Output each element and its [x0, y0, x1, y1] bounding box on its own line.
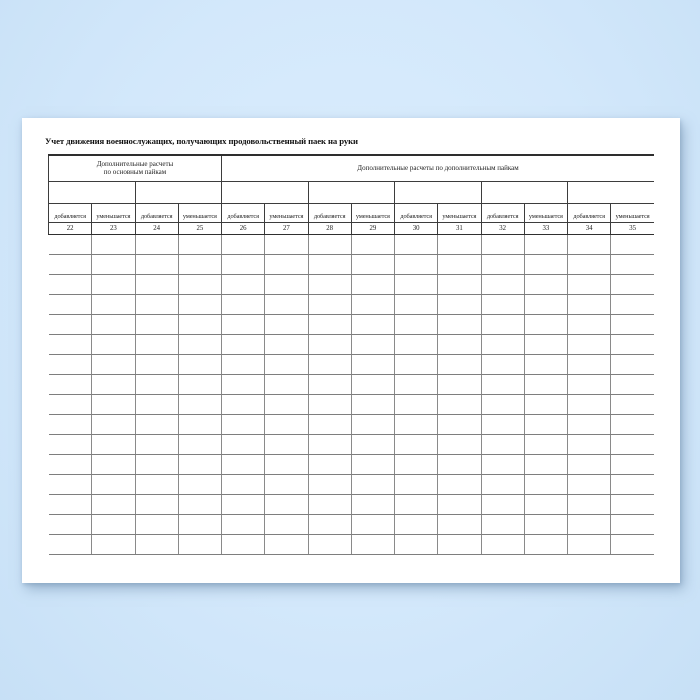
body-cell	[351, 414, 394, 434]
table-row	[49, 274, 655, 294]
column-number-cell: 30	[395, 222, 438, 234]
body-cell	[438, 394, 481, 414]
body-cell	[308, 494, 351, 514]
body-cell	[351, 374, 394, 394]
body-cell	[524, 254, 567, 274]
group-header-additional-rations	[222, 155, 655, 181]
body-cell	[524, 374, 567, 394]
body-cell	[135, 494, 178, 514]
body-cell	[395, 454, 438, 474]
body-cell	[92, 254, 135, 274]
body-cell	[611, 314, 654, 334]
body-cell	[178, 434, 221, 454]
body-cell	[524, 474, 567, 494]
body-cell	[395, 334, 438, 354]
body-cell	[351, 254, 394, 274]
body-cell	[49, 314, 92, 334]
body-cell	[178, 514, 221, 534]
table-row	[49, 254, 655, 274]
body-cell	[611, 514, 654, 534]
body-cell	[49, 434, 92, 454]
body-cell	[92, 414, 135, 434]
body-cell	[395, 394, 438, 414]
body-cell	[611, 454, 654, 474]
ration-type-cell	[222, 181, 309, 203]
body-cell	[49, 414, 92, 434]
column-label-cell: уменьшается	[611, 203, 654, 222]
body-cell	[481, 534, 524, 554]
body-cell	[178, 354, 221, 374]
body-cell	[135, 454, 178, 474]
body-cell	[568, 534, 611, 554]
body-cell	[438, 274, 481, 294]
body-cell	[481, 374, 524, 394]
body-cell	[524, 314, 567, 334]
body-cell	[49, 514, 92, 534]
body-cell	[524, 394, 567, 414]
body-cell	[395, 474, 438, 494]
body-cell	[135, 254, 178, 274]
column-number-cell: 35	[611, 222, 654, 234]
body-cell	[395, 534, 438, 554]
body-cell	[524, 234, 567, 254]
body-cell	[265, 274, 308, 294]
body-cell	[178, 274, 221, 294]
body-cell	[524, 294, 567, 314]
column-label-cell: уменьшается	[92, 203, 135, 222]
body-cell	[92, 454, 135, 474]
body-cell	[611, 414, 654, 434]
table-row	[49, 294, 655, 314]
body-cell	[611, 294, 654, 314]
body-cell	[395, 314, 438, 334]
body-cell	[481, 414, 524, 434]
body-cell	[135, 274, 178, 294]
body-cell	[351, 494, 394, 514]
body-cell	[524, 514, 567, 534]
body-cell	[308, 314, 351, 334]
body-cell	[92, 234, 135, 254]
table-row	[49, 334, 655, 354]
body-cell	[49, 334, 92, 354]
group-header-line: Дополнительные расчеты по дополнительным пайкам	[357, 163, 519, 172]
ration-type-cell	[395, 181, 482, 203]
body-cell	[568, 514, 611, 534]
body-cell	[351, 454, 394, 474]
body-cell	[395, 254, 438, 274]
body-cell	[49, 294, 92, 314]
body-cell	[178, 374, 221, 394]
body-cell	[178, 454, 221, 474]
body-cell	[265, 434, 308, 454]
column-label-cell: добавляется	[135, 203, 178, 222]
body-cell	[438, 254, 481, 274]
body-cell	[135, 294, 178, 314]
body-cell	[351, 274, 394, 294]
body-cell	[438, 314, 481, 334]
body-cell	[438, 474, 481, 494]
column-label-cell: уменьшается	[351, 203, 394, 222]
body-cell	[135, 514, 178, 534]
document-sheet	[22, 118, 680, 583]
body-cell	[222, 454, 265, 474]
body-cell	[135, 414, 178, 434]
body-cell	[222, 374, 265, 394]
column-number-cell: 29	[351, 222, 394, 234]
body-cell	[265, 454, 308, 474]
body-cell	[178, 534, 221, 554]
body-cell	[524, 534, 567, 554]
body-cell	[222, 514, 265, 534]
body-cell	[265, 474, 308, 494]
body-cell	[351, 474, 394, 494]
body-cell	[524, 354, 567, 374]
body-cell	[395, 434, 438, 454]
column-number-cell: 28	[308, 222, 351, 234]
body-cell	[481, 454, 524, 474]
body-cell	[135, 314, 178, 334]
body-cell	[568, 354, 611, 374]
column-number-cell: 25	[178, 222, 221, 234]
body-cell	[395, 374, 438, 394]
body-cell	[135, 534, 178, 554]
body-cell	[92, 434, 135, 454]
column-number-cell: 27	[265, 222, 308, 234]
body-cell	[395, 354, 438, 374]
body-cell	[222, 394, 265, 414]
body-cell	[308, 474, 351, 494]
body-cell	[568, 234, 611, 254]
body-cell	[92, 334, 135, 354]
body-cell	[92, 514, 135, 534]
body-cell	[481, 494, 524, 514]
body-cell	[308, 334, 351, 354]
column-number-cell: 32	[481, 222, 524, 234]
body-cell	[568, 434, 611, 454]
body-cell	[481, 334, 524, 354]
body-cell	[222, 354, 265, 374]
ledger-table	[48, 154, 654, 555]
body-cell	[49, 534, 92, 554]
body-cell	[222, 334, 265, 354]
body-cell	[308, 414, 351, 434]
column-number-cell: 33	[524, 222, 567, 234]
body-cell	[135, 474, 178, 494]
table-row	[49, 394, 655, 414]
body-cell	[308, 274, 351, 294]
body-cell	[395, 414, 438, 434]
group-header-row	[49, 155, 655, 181]
body-cell	[92, 374, 135, 394]
body-cell	[438, 514, 481, 534]
body-cell	[178, 254, 221, 274]
column-labels-row	[49, 203, 655, 222]
body-cell	[611, 494, 654, 514]
body-cell	[395, 494, 438, 514]
body-cell	[481, 434, 524, 454]
table-row	[49, 314, 655, 334]
body-cell	[222, 414, 265, 434]
ration-type-row	[49, 181, 655, 203]
column-number-cell: 26	[222, 222, 265, 234]
body-cell	[308, 514, 351, 534]
body-cell	[438, 434, 481, 454]
table-row	[49, 474, 655, 494]
table-row	[49, 374, 655, 394]
body-cell	[92, 474, 135, 494]
table-row	[49, 534, 655, 554]
body-cell	[524, 274, 567, 294]
body-cell	[222, 254, 265, 274]
body-cell	[481, 394, 524, 414]
body-cell	[395, 294, 438, 314]
body-cell	[308, 374, 351, 394]
body-cell	[611, 474, 654, 494]
body-cell	[178, 314, 221, 334]
body-cell	[611, 534, 654, 554]
body-cell	[135, 334, 178, 354]
body-cell	[222, 494, 265, 514]
body-cell	[49, 494, 92, 514]
body-cell	[395, 234, 438, 254]
table-row	[49, 414, 655, 434]
body-cell	[308, 294, 351, 314]
body-cell	[49, 234, 92, 254]
body-cell	[222, 314, 265, 334]
body-cell	[265, 234, 308, 254]
column-number-cell: 22	[49, 222, 92, 234]
body-cell	[481, 234, 524, 254]
body-cell	[524, 494, 567, 514]
body-cell	[265, 354, 308, 374]
body-cell	[265, 334, 308, 354]
body-cell	[135, 234, 178, 254]
body-cell	[438, 354, 481, 374]
ration-type-cell	[135, 181, 222, 203]
column-label-cell: добавляется	[395, 203, 438, 222]
body-cell	[265, 494, 308, 514]
body-cell	[178, 414, 221, 434]
body-cell	[222, 534, 265, 554]
body-cell	[524, 434, 567, 454]
body-cell	[178, 474, 221, 494]
body-cell	[524, 334, 567, 354]
table-row	[49, 494, 655, 514]
body-cell	[524, 414, 567, 434]
ration-type-cell	[308, 181, 395, 203]
body-cell	[438, 334, 481, 354]
body-cell	[438, 234, 481, 254]
body-cell	[611, 374, 654, 394]
body-cell	[92, 394, 135, 414]
body-cell	[222, 474, 265, 494]
body-cell	[308, 234, 351, 254]
body-cell	[92, 274, 135, 294]
body-cell	[568, 334, 611, 354]
body-cell	[395, 514, 438, 534]
body-cell	[265, 314, 308, 334]
body-cell	[178, 494, 221, 514]
table-row	[49, 234, 655, 254]
body-cell	[308, 434, 351, 454]
column-label-cell: уменьшается	[265, 203, 308, 222]
table-row	[49, 354, 655, 374]
body-cell	[351, 354, 394, 374]
body-cell	[178, 334, 221, 354]
body-cell	[568, 254, 611, 274]
body-cell	[92, 314, 135, 334]
body-cell	[308, 354, 351, 374]
body-cell	[135, 434, 178, 454]
column-number-cell: 31	[438, 222, 481, 234]
body-cell	[611, 394, 654, 414]
table-row	[49, 514, 655, 534]
body-cell	[222, 294, 265, 314]
body-cell	[265, 414, 308, 434]
body-cell	[351, 314, 394, 334]
column-label-cell: добавляется	[568, 203, 611, 222]
column-label-cell: уменьшается	[524, 203, 567, 222]
column-label-cell: добавляется	[308, 203, 351, 222]
body-cell	[308, 454, 351, 474]
body-cell	[92, 534, 135, 554]
body-cell	[438, 414, 481, 434]
column-number-cell: 34	[568, 222, 611, 234]
group-header-main-rations	[49, 155, 222, 181]
column-label-cell: добавляется	[222, 203, 265, 222]
group-header-line: по основным пайкам	[103, 168, 167, 177]
body-cell	[135, 354, 178, 374]
table-row	[49, 434, 655, 454]
body-cell	[222, 234, 265, 254]
body-cell	[568, 274, 611, 294]
body-cell	[308, 534, 351, 554]
body-cell	[308, 394, 351, 414]
body-cell	[568, 414, 611, 434]
body-cell	[438, 374, 481, 394]
body-cell	[308, 254, 351, 274]
body-cell	[265, 254, 308, 274]
body-cell	[351, 294, 394, 314]
body-cell	[481, 274, 524, 294]
body-cell	[611, 434, 654, 454]
body-cell	[265, 534, 308, 554]
body-cell	[481, 314, 524, 334]
body-cell	[265, 394, 308, 414]
body-cell	[92, 354, 135, 374]
body-cell	[351, 334, 394, 354]
page-title: Учет движения военнослужащих, получающих продовольственный паек на руки	[45, 136, 358, 146]
ration-type-cell	[568, 181, 655, 203]
body-cell	[611, 334, 654, 354]
body-cell	[568, 314, 611, 334]
body-cell	[568, 374, 611, 394]
body-cell	[135, 394, 178, 414]
body-cell	[524, 454, 567, 474]
body-cell	[351, 234, 394, 254]
column-number-cell: 24	[135, 222, 178, 234]
body-cell	[222, 274, 265, 294]
body-cell	[265, 294, 308, 314]
body-cell	[438, 494, 481, 514]
body-cell	[351, 534, 394, 554]
body-cell	[611, 234, 654, 254]
body-cell	[49, 254, 92, 274]
body-cell	[568, 294, 611, 314]
body-cell	[92, 494, 135, 514]
body-cell	[351, 394, 394, 414]
group-header-line: Дополнительные расчеты	[96, 159, 174, 168]
body-cell	[178, 394, 221, 414]
body-cell	[178, 294, 221, 314]
table-row	[49, 454, 655, 474]
body-cell	[438, 454, 481, 474]
body-cell	[481, 354, 524, 374]
body-cell	[568, 454, 611, 474]
body-cell	[481, 294, 524, 314]
ration-type-cell	[481, 181, 568, 203]
body-cell	[49, 274, 92, 294]
body-cell	[568, 474, 611, 494]
column-numbers-row	[49, 222, 655, 234]
body-cell	[481, 514, 524, 534]
body-cell	[481, 254, 524, 274]
body-cell	[49, 474, 92, 494]
body-cell	[49, 454, 92, 474]
body-cell	[135, 374, 178, 394]
column-label-cell: уменьшается	[178, 203, 221, 222]
body-cell	[178, 234, 221, 254]
body-cell	[49, 354, 92, 374]
body-cell	[92, 294, 135, 314]
body-cell	[49, 394, 92, 414]
column-number-cell: 23	[92, 222, 135, 234]
body-cell	[222, 434, 265, 454]
body-cell	[611, 274, 654, 294]
body-cell	[568, 394, 611, 414]
body-cell	[395, 274, 438, 294]
body-cell	[49, 374, 92, 394]
body-cell	[611, 354, 654, 374]
body-cell	[438, 534, 481, 554]
body-cell	[568, 494, 611, 514]
body-cell	[438, 294, 481, 314]
ration-type-cell	[49, 181, 136, 203]
column-label-cell: добавляется	[481, 203, 524, 222]
body-cell	[351, 514, 394, 534]
body-cell	[265, 374, 308, 394]
column-label-cell: добавляется	[49, 203, 92, 222]
body-cell	[481, 474, 524, 494]
body-cell	[265, 514, 308, 534]
body-cell	[611, 254, 654, 274]
column-label-cell: уменьшается	[438, 203, 481, 222]
body-cell	[351, 434, 394, 454]
